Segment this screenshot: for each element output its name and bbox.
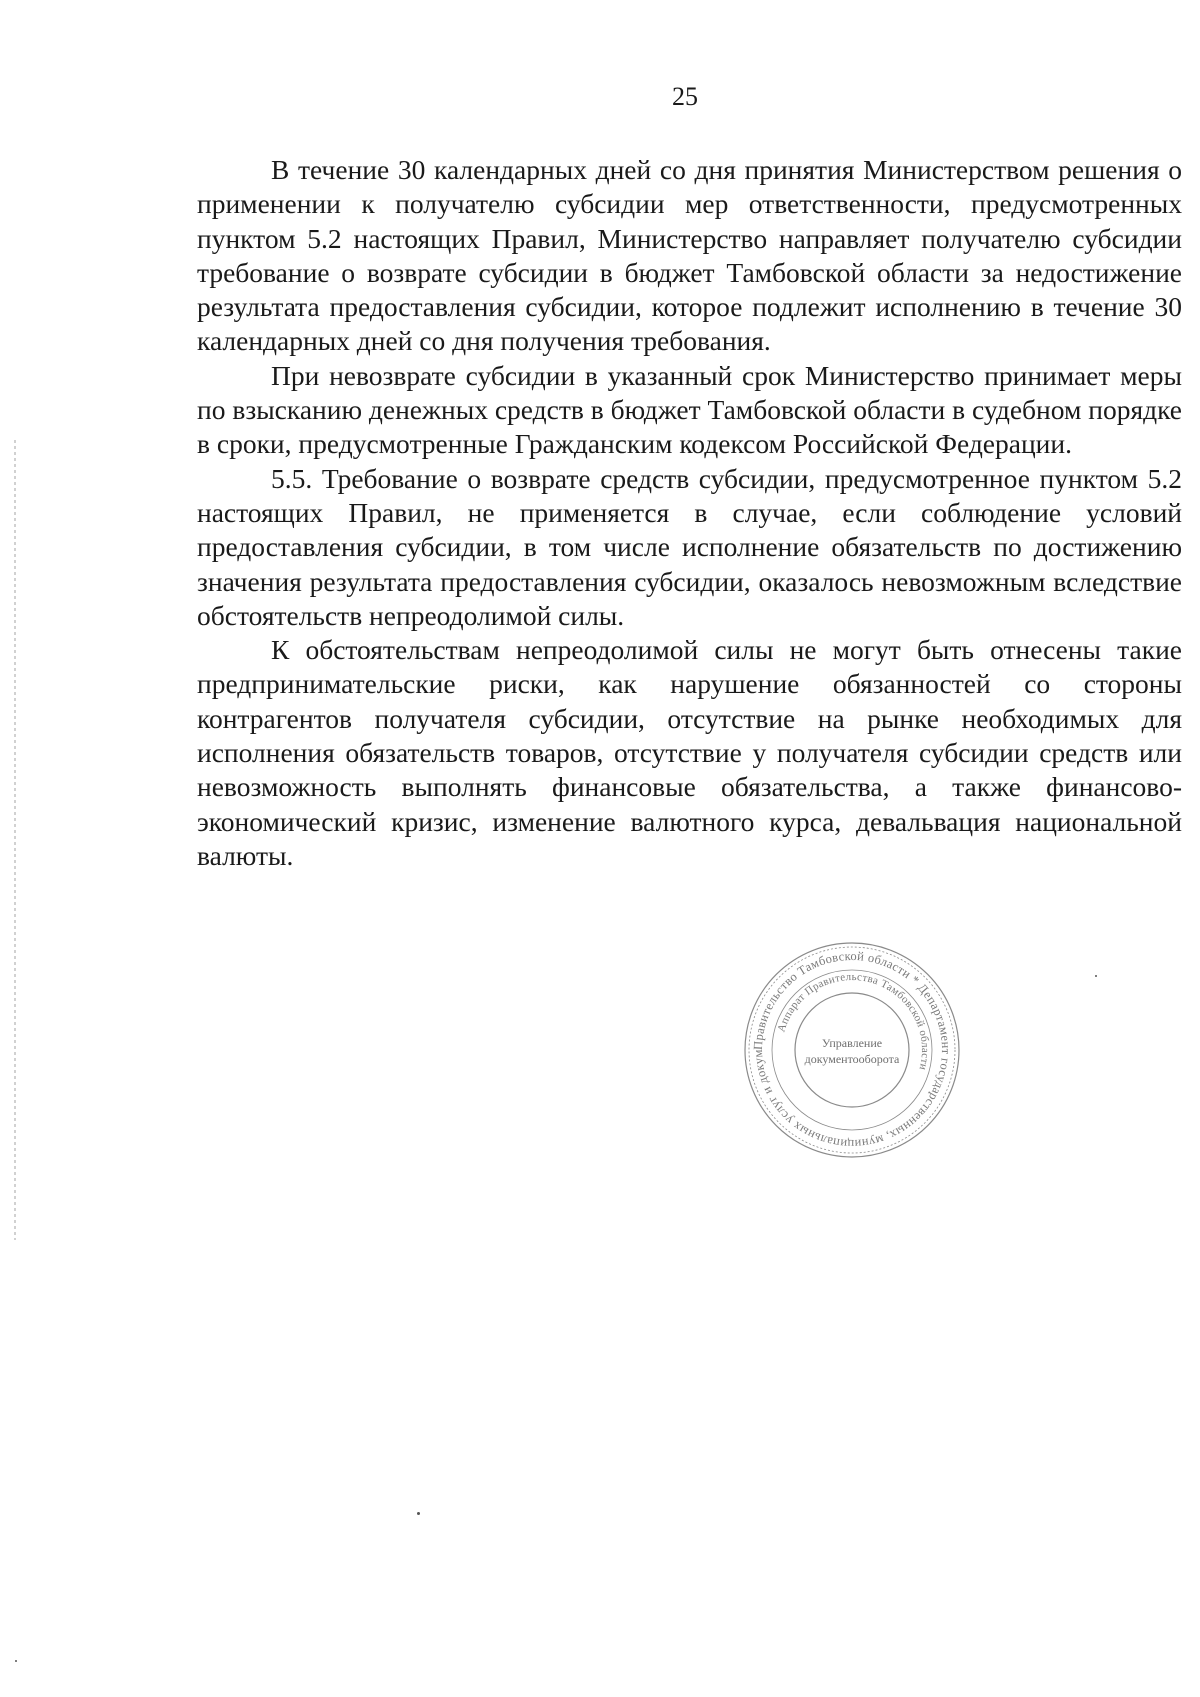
- paragraph: В течение 30 календарных дней со дня принятия Министерством решения о применении к получателю субсидии мер ответственности, предусмотренных пунктом 5.2 настоящих Правил, Министерство направляет получателю субсидии требование о возврате субсидии в бюджет Тамбовской области за недостижение результата предоставления субсидии, которое подлежит исполнению в течение 30 календарных дней со дня получения требования.: [197, 154, 1182, 357]
- stamp-center-line2: документооборота: [804, 1052, 900, 1066]
- paragraph: 5.5. Требование о возврате средств субсидии, предусмотренное пунктом 5.2 настоящих Правил, не применяется в случае, если соблюдение условий предоставления субсидии, в том числе исполнение обязательств по достижению значения результата предоставления субсидии, оказалось невозможным вследствие обстоятельств непреодолимой силы.: [197, 462, 1182, 631]
- document-body: [197, 153, 1182, 873]
- stamp-seal-icon: [742, 940, 962, 1160]
- scan-speck: [15, 1660, 17, 1662]
- stamp-inner-text: Аппарат Правительства Тамбовской области: [775, 970, 932, 1072]
- stamp-outer-text: Правительство Тамбовской области * Департамент государственных, муниципальных услуг и докум: [750, 948, 954, 1152]
- stamp-center-line1: Управление: [821, 1036, 883, 1050]
- paragraph: К обстоятельствам непреодолимой силы не могут быть отнесены такие предпринимательские риски, как нарушение обязанностей со стороны контрагентов получателя субсидии, отсутствие на рынке необходимых для исполнения обязательств товаров, отсутствие у получателя субсидии средств или невозможность выполнять финансовые обязательства, а также финансово-экономический кризис, изменение валютного курса, девальвация национальной валюты.: [197, 634, 1182, 871]
- paragraph: При невозврате субсидии в указанный срок Министерство принимает меры по взысканию денежных средств в бюджет Тамбовской области в судебном порядке в сроки, предусмотренные Гражданским кодексом Российской Федерации.: [197, 359, 1182, 460]
- scan-speck: [417, 1512, 420, 1515]
- scan-speck: [1095, 975, 1097, 977]
- scan-edge-artifact: [14, 440, 16, 1240]
- document-stamp: [742, 940, 962, 1160]
- page-number: 25: [672, 82, 698, 111]
